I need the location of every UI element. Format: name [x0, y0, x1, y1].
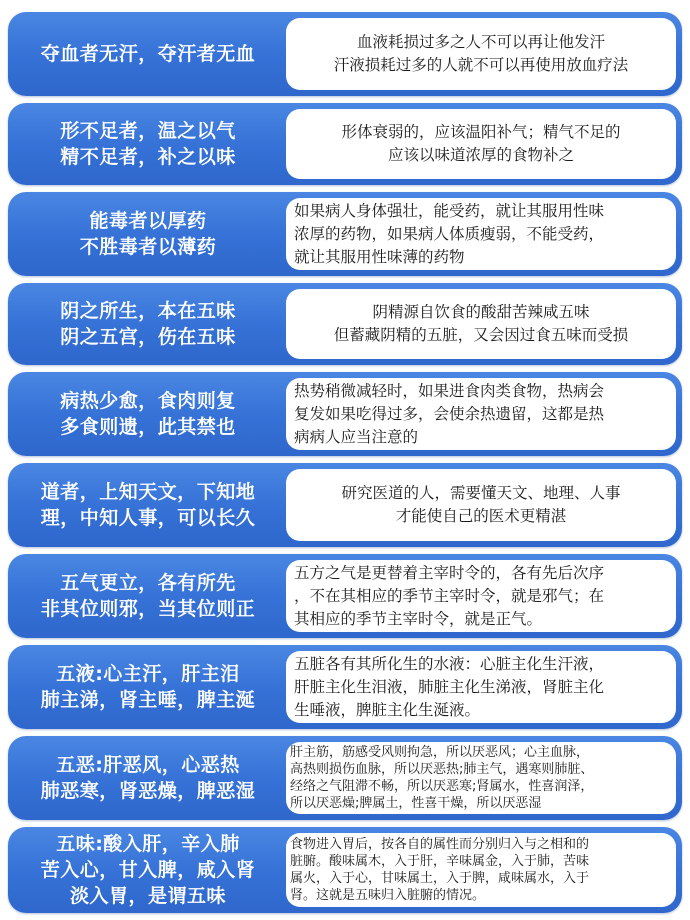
card-explanation — [286, 469, 676, 541]
card-title-line: 淡入胃，是谓五味 — [69, 885, 226, 907]
card-explanation-line: 就让其服用性味薄的药物 — [294, 247, 465, 266]
card-title-line: 非其位则邪，当其位则正 — [40, 598, 256, 620]
card-title-line: 五恶:肝恶风，心恶热 — [56, 754, 240, 776]
card-3 — [8, 192, 682, 276]
card-5 — [8, 372, 682, 456]
card-explanation-line: 肝主筋，筋感受风则拘急，所以厌恶风；心主血脉， — [290, 745, 590, 760]
card-title-line: 不胜毒者以薄药 — [79, 236, 217, 258]
card-9 — [8, 736, 682, 820]
card-explanation-line: 高热则损伤血脉，所以厌恶热;肺主气，遇寒则肺脏、 — [290, 762, 594, 777]
card-explanation-line: 如果病人身体强壮，能受药，就让其服用性味 — [294, 201, 605, 220]
card-title-line: 能毒者以厚药 — [89, 210, 207, 232]
card-explanation-line: 应该以味道浓厚的食物补之 — [387, 146, 574, 164]
card-title — [14, 463, 282, 547]
card-title-line: 阴之所生，本在五味 — [60, 300, 236, 322]
card-explanation-line: 其相应的季节主宰时令，就是正气。 — [294, 609, 543, 628]
card-explanation — [286, 109, 676, 179]
card-explanation — [286, 18, 676, 90]
card-title-line: 五气更立，各有所先 — [60, 572, 236, 594]
card-6 — [8, 463, 682, 547]
card-title-line: 苦入心，甘入脾，咸入肾 — [40, 859, 256, 881]
card-title-line: 夺血者无汗，夺汗者无血 — [40, 43, 256, 65]
card-title — [14, 827, 282, 913]
card-title — [14, 103, 282, 185]
card-title-line: 精不足者，补之以味 — [60, 146, 236, 168]
card-explanation-line: 食物进入胃后，按各自的属性而分别归入与之相和的 — [290, 837, 590, 852]
card-explanation — [286, 742, 676, 814]
card-explanation-line: 汗液损耗过多的人就不可以再使用放血疗法 — [333, 56, 629, 74]
card-explanation-line: 复发如果吃得过多，会使余热遗留，这都是热 — [294, 404, 605, 423]
card-explanation-line: 五脏各有其所化生的水液：心脏主化生汗液， — [294, 654, 605, 673]
card-explanation — [286, 651, 676, 723]
card-10 — [8, 827, 682, 913]
card-title-line: 道者，上知天文，下知地 — [40, 481, 256, 503]
card-title — [14, 372, 282, 456]
card-explanation — [286, 560, 676, 632]
card-explanation-line: 但蓄藏阴精的五脏，又会因过食五味而受损 — [333, 326, 629, 344]
card-explanation-line: 病病人应当注意的 — [294, 427, 419, 446]
card-explanation-line: 经络之气阻滞不畅，所以厌恶寒;肾属水，性喜润泽， — [290, 779, 594, 794]
card-explanation — [286, 833, 676, 907]
card-explanation-line: ，不在其相应的季节主宰时令，就是邪气；在 — [294, 586, 605, 605]
card-explanation-line: 阴精源自饮食的酸甜苦辣咸五味 — [372, 303, 590, 321]
card-2 — [8, 103, 682, 185]
card-explanation-line: 肾。这就是五味归入脏腑的情况。 — [290, 888, 486, 903]
card-title-line: 多食则遗，此其禁也 — [60, 416, 236, 438]
card-explanation-line: 热势稍微减轻时，如果进食肉类食物，热病会 — [294, 381, 605, 400]
card-title — [14, 736, 282, 820]
card-explanation-line: 浓厚的药物，如果病人体质瘦弱，不能受药， — [294, 224, 605, 243]
card-title — [14, 283, 282, 365]
card-8 — [8, 645, 682, 729]
card-explanation-line: 五方之气是更替着主宰时令的，各有先后次序 — [294, 563, 605, 582]
card-explanation — [286, 198, 676, 270]
card-title-line: 肺主涕，肾主唾，脾主涎 — [40, 689, 256, 711]
card-explanation-line: 生唾液，脾脏主化生涎液。 — [294, 700, 481, 719]
card-title-line: 五液:心主汗，肝主泪 — [56, 663, 240, 685]
card-explanation-line: 形体衰弱的，应该温阳补气；精气不足的 — [341, 123, 621, 141]
card-1 — [8, 12, 682, 96]
card-title-line: 病热少愈，食肉则复 — [60, 390, 236, 412]
card-explanation-line: 研究医道的人，需要懂天文、地理、人事 — [341, 484, 621, 502]
card-title-line: 阴之五宫，伤在五味 — [60, 326, 236, 348]
card-explanation-line: 肝脏主化生泪液，肺脏主化生涕液，肾脏主化 — [294, 677, 605, 696]
card-7 — [8, 554, 682, 638]
card-title — [14, 645, 282, 729]
card-title-line: 肺恶寒，肾恶燥，脾恶湿 — [40, 780, 256, 802]
card-explanation — [286, 378, 676, 450]
card-explanation-line: 血液耗损过多之人不可以再让他发汗 — [356, 33, 605, 51]
card-explanation-line: 脏腑。酸味属木，入于肝，辛味属金，入于肺，苦味 — [290, 854, 590, 869]
card-title — [14, 554, 282, 638]
card-4 — [8, 283, 682, 365]
card-title — [14, 12, 282, 96]
card-title — [14, 192, 282, 276]
card-explanation-line: 才能使自己的医术更精湛 — [395, 507, 567, 525]
card-explanation — [286, 289, 676, 359]
card-explanation-line: 属火，入于心，甘味属土，入于脾，咸味属水，入于 — [290, 871, 590, 886]
card-title-line: 理，中知人事，可以长久 — [40, 507, 256, 529]
card-explanation-line: 所以厌恶燥;脾属土，性喜干燥，所以厌恶湿 — [290, 796, 542, 811]
card-title-line: 五味:酸入肝，辛入肺 — [56, 833, 240, 855]
card-title-line: 形不足者，温之以气 — [60, 120, 236, 142]
